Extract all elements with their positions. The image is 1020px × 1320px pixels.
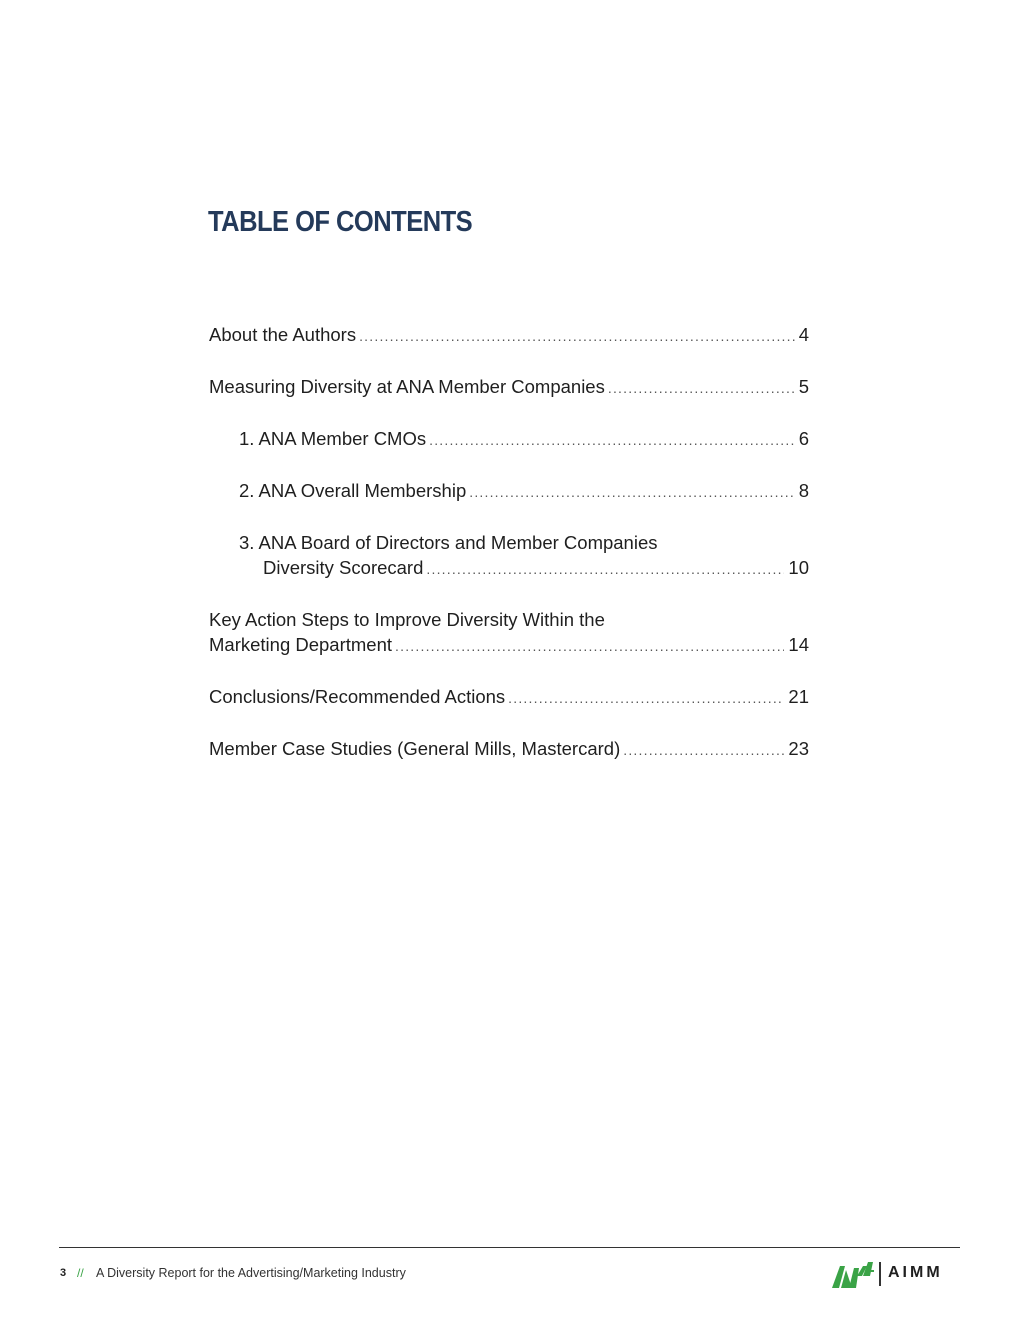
toc-entry-about-authors[interactable] [209, 322, 809, 349]
toc-entry-member-cmos[interactable] [209, 426, 809, 453]
toc-entry-key-action-steps[interactable] [209, 607, 809, 659]
ana-logo-text [832, 1258, 833, 1259]
toc-entry-page: 6 [798, 428, 809, 449]
footer-divider [59, 1247, 960, 1248]
table-of-contents [209, 322, 809, 788]
toc-entry-label: About the Authors [209, 324, 357, 345]
dot-leader [508, 686, 784, 711]
toc-entry-case-studies[interactable] [209, 736, 809, 763]
ana-aimm-logo [832, 1258, 956, 1290]
ana-logo-icon [832, 1260, 876, 1290]
toc-entry-label: Measuring Diversity at ANA Member Companies [209, 376, 605, 397]
logo-divider [879, 1262, 881, 1286]
toc-entry-page: 10 [788, 557, 809, 578]
toc-entry-conclusions[interactable] [209, 684, 809, 711]
toc-entry-label: Member Case Studies (General Mills, Mastercard) [209, 738, 621, 759]
page-title: TABLE OF CONTENTS [208, 206, 473, 238]
dot-leader [395, 634, 784, 659]
toc-entry-page: 4 [798, 324, 809, 345]
toc-entry-measuring-diversity[interactable] [209, 374, 809, 401]
footer-separator: // [77, 1266, 84, 1280]
toc-entry-label-line1: 3. ANA Board of Directors and Member Companies [239, 532, 658, 553]
dot-leader [426, 557, 784, 582]
toc-entry-overall-membership[interactable] [209, 478, 809, 505]
toc-entry-label: Conclusions/Recommended Actions [209, 686, 506, 707]
dot-leader [623, 738, 784, 763]
toc-entry-page: 21 [788, 686, 809, 707]
toc-entry-label: 1. ANA Member CMOs [239, 428, 427, 449]
toc-entry-label: 2. ANA Overall Membership [239, 480, 467, 501]
toc-entry-page: 8 [798, 480, 809, 501]
footer-report-title: A Diversity Report for the Advertising/Marketing Industry [96, 1266, 406, 1280]
dot-leader [359, 324, 795, 349]
dot-leader [469, 480, 794, 505]
dot-leader [429, 428, 795, 453]
toc-entry-page: 5 [798, 376, 809, 397]
footer-page-number: 3 [60, 1267, 67, 1279]
aimm-logo-text: AIMM [888, 1264, 943, 1281]
dot-leader [608, 376, 795, 401]
toc-entry-label-line1: Key Action Steps to Improve Diversity Within the [209, 609, 605, 630]
toc-entry-label: Marketing Department [209, 634, 393, 655]
toc-entry-page: 23 [788, 738, 809, 759]
toc-entry-page: 14 [788, 634, 809, 655]
toc-entry-label: Diversity Scorecard [263, 557, 424, 578]
toc-entry-board-scorecard[interactable] [209, 530, 809, 582]
